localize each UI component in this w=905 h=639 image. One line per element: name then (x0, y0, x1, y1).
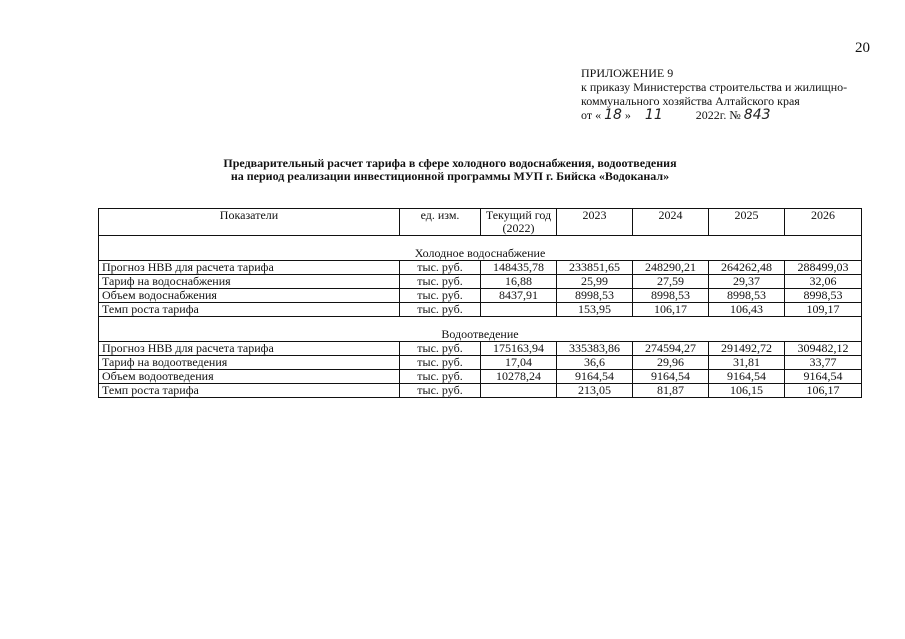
appendix-order-line: к приказу Министерства строительства и жилищно- (581, 80, 848, 94)
header-indicator: Показатели (99, 209, 400, 236)
table-body (99, 236, 862, 398)
row-value: 8437,91 (481, 289, 557, 303)
row-unit: тыс. руб. (400, 289, 481, 303)
row-value: 9164,54 (785, 370, 862, 384)
row-unit: тыс. руб. (400, 370, 481, 384)
row-value: 106,17 (785, 384, 862, 398)
row-value: 213,05 (557, 384, 633, 398)
handwritten-month: 11 (644, 107, 663, 123)
document-title (100, 157, 800, 183)
row-value: 288499,03 (785, 261, 862, 275)
row-value: 27,59 (633, 275, 709, 289)
row-value (481, 384, 557, 398)
date-quote-close: » (624, 108, 631, 122)
row-value: 25,99 (557, 275, 633, 289)
row-value: 32,06 (785, 275, 862, 289)
appendix-date-line (581, 108, 847, 122)
row-value: 29,96 (633, 356, 709, 370)
row-value: 274594,27 (633, 342, 709, 356)
row-value: 9164,54 (709, 370, 785, 384)
row-value: 106,17 (633, 303, 709, 317)
row-unit: тыс. руб. (400, 342, 481, 356)
row-value: 291492,72 (709, 342, 785, 356)
row-value: 8998,53 (557, 289, 633, 303)
appendix-ministry-line: коммунального хозяйства Алтайского края (581, 94, 800, 108)
section-title: Холодное водоснабжение (99, 236, 862, 261)
section-row (99, 236, 862, 261)
row-value: 16,88 (481, 275, 557, 289)
table-row (99, 303, 862, 317)
row-value: 36,6 (557, 356, 633, 370)
table-row (99, 261, 862, 275)
section-title: Водоотведение (99, 317, 862, 342)
date-prefix: от « (581, 108, 602, 122)
row-value: 248290,21 (633, 261, 709, 275)
header-2023: 2023 (557, 209, 633, 236)
row-unit: тыс. руб. (400, 275, 481, 289)
row-value: 29,37 (709, 275, 785, 289)
row-label: Прогноз НВВ для расчета тарифа (99, 342, 400, 356)
row-value: 9164,54 (633, 370, 709, 384)
header-2025: 2025 (709, 209, 785, 236)
row-label: Объем водоотведения (99, 370, 400, 384)
table-header-row (99, 209, 862, 236)
page-number: 20 (855, 40, 870, 56)
tariff-table (98, 208, 862, 398)
row-label: Объем водоснабжения (99, 289, 400, 303)
row-value: 8998,53 (709, 289, 785, 303)
row-value: 9164,54 (557, 370, 633, 384)
header-2024: 2024 (633, 209, 709, 236)
row-value: 31,81 (709, 356, 785, 370)
date-year-text: 2022г. № (695, 108, 741, 122)
table-row (99, 275, 862, 289)
handwritten-number: 843 (743, 107, 771, 123)
row-value: 8998,53 (633, 289, 709, 303)
row-value: 335383,86 (557, 342, 633, 356)
row-value (481, 303, 557, 317)
row-label: Темп роста тарифа (99, 384, 400, 398)
row-label: Темп роста тарифа (99, 303, 400, 317)
row-value: 81,87 (633, 384, 709, 398)
table-row (99, 356, 862, 370)
row-value: 148435,78 (481, 261, 557, 275)
row-label: Прогноз НВВ для расчета тарифа (99, 261, 400, 275)
row-value: 17,04 (481, 356, 557, 370)
row-unit: тыс. руб. (400, 261, 481, 275)
handwritten-day: 18 (604, 107, 622, 123)
table-row (99, 384, 862, 398)
header-2026: 2026 (785, 209, 862, 236)
row-label: Тариф на водоснабжения (99, 275, 400, 289)
row-value: 175163,94 (481, 342, 557, 356)
row-label: Тариф на водоотведения (99, 356, 400, 370)
row-value: 8998,53 (785, 289, 862, 303)
title-line-2: на период реализации инвестиционной программы МУП г. Бийска «Водоканал» (230, 169, 670, 183)
row-value: 264262,48 (709, 261, 785, 275)
row-unit: тыс. руб. (400, 384, 481, 398)
row-value: 106,43 (709, 303, 785, 317)
header-current-year: Текущий год (2022) (481, 209, 557, 236)
table-row (99, 370, 862, 384)
title-line-1: Предварительный расчет тарифа в сфере холодного водоснабжения, водоотведения (223, 156, 677, 170)
row-value: 33,77 (785, 356, 862, 370)
row-value: 10278,24 (481, 370, 557, 384)
row-value: 153,95 (557, 303, 633, 317)
row-value: 106,15 (709, 384, 785, 398)
row-value: 109,17 (785, 303, 862, 317)
section-row (99, 317, 862, 342)
header-unit: ед. изм. (400, 209, 481, 236)
table-row (99, 342, 862, 356)
row-value: 309482,12 (785, 342, 862, 356)
row-unit: тыс. руб. (400, 356, 481, 370)
appendix-block (581, 66, 847, 122)
row-unit: тыс. руб. (400, 303, 481, 317)
row-value: 233851,65 (557, 261, 633, 275)
appendix-title: ПРИЛОЖЕНИЕ 9 (581, 66, 674, 80)
table-row (99, 289, 862, 303)
